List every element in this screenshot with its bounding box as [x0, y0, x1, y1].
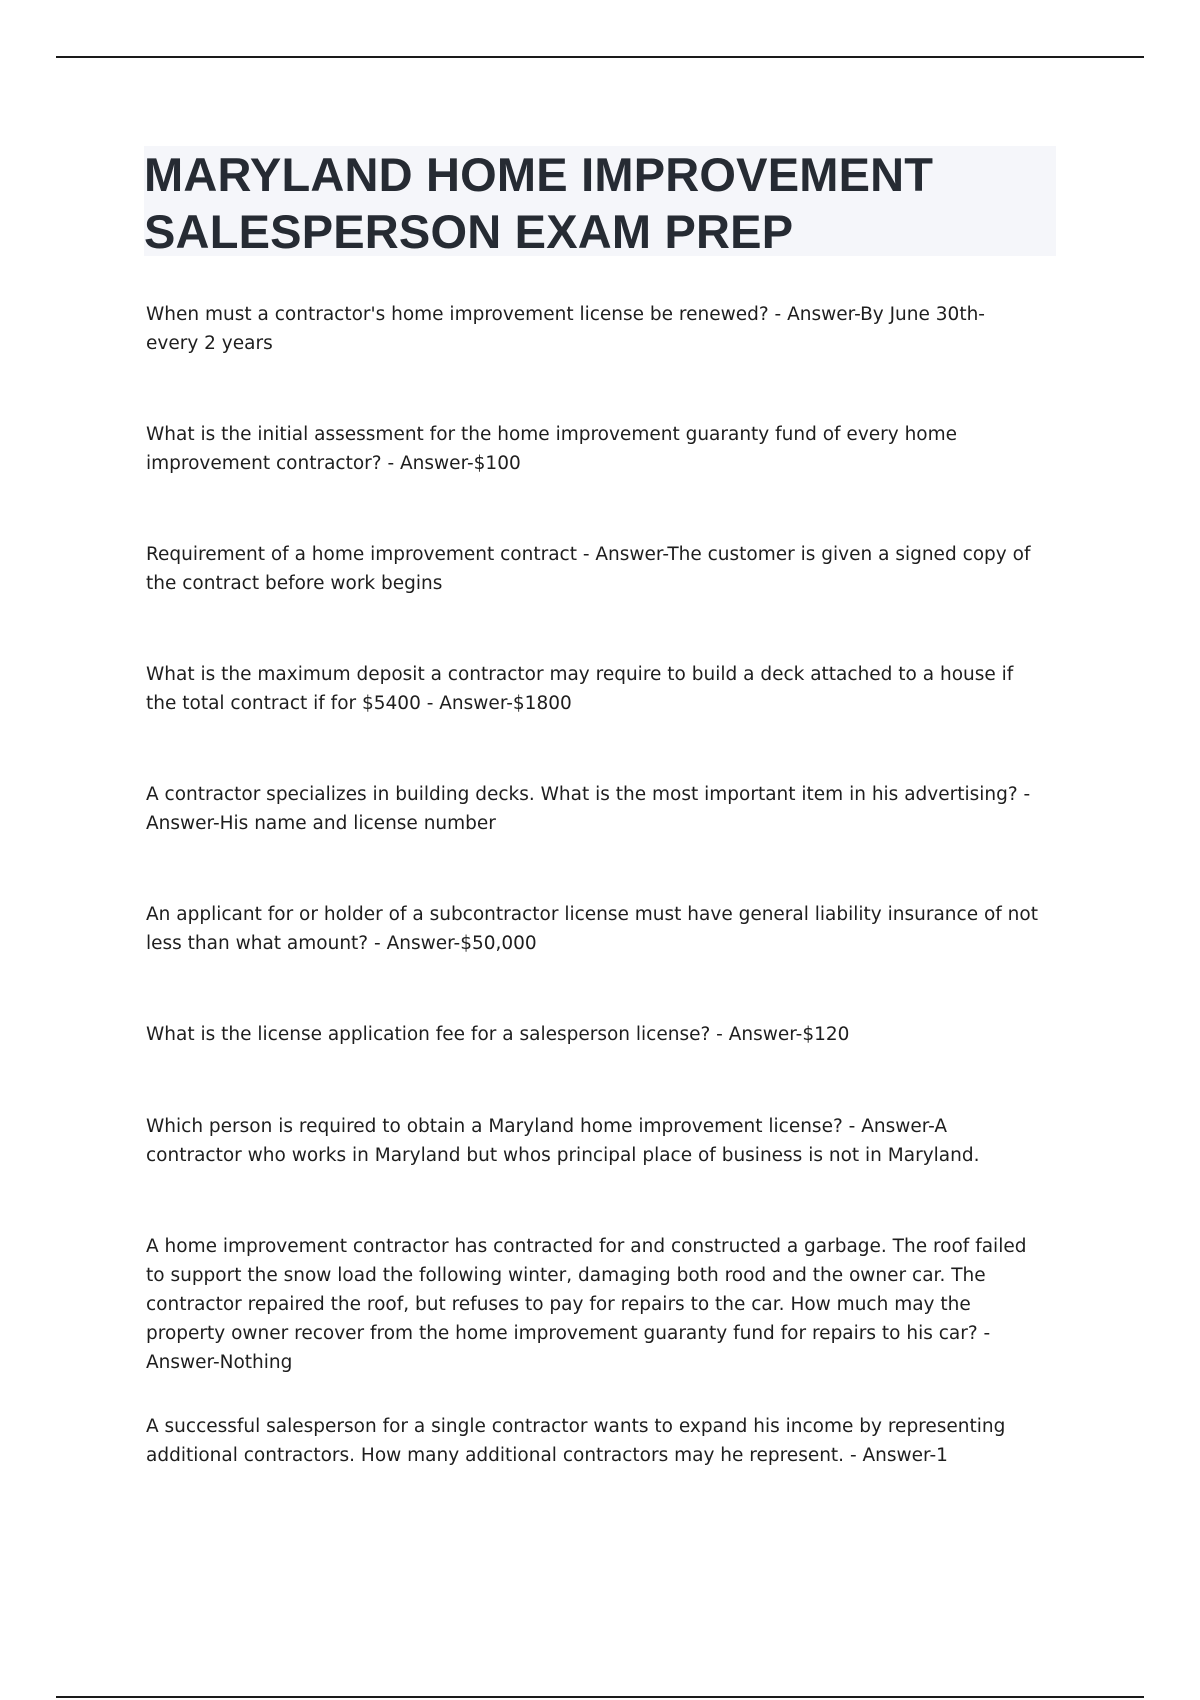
qa-item: Which person is required to obtain a Maryland home improvement license? - Answer-A contractor who works in Maryland but whos principal place of business is not in Maryland.: [146, 1116, 980, 1166]
qa-item: A successful salesperson for a single contractor wants to expand his income by representing additional contractors. How many additional contractors may he represent. - Answer-1: [146, 1416, 1006, 1466]
bottom-divider: [56, 1696, 1144, 1698]
qa-item: Requirement of a home improvement contract - Answer-The customer is given a signed copy of the contract before work begins: [146, 544, 1031, 594]
qa-item: An applicant for or holder of a subcontractor license must have general liability insurance of not less than what amount? - Answer-$50,000: [146, 904, 1038, 954]
top-divider: [56, 56, 1144, 58]
qa-item: What is the license application fee for a salesperson license? - Answer-$120: [146, 1024, 850, 1045]
title-line-1: MARYLAND HOME IMPROVEMENT: [144, 148, 934, 201]
title-block: [144, 146, 1056, 256]
qa-item: What is the maximum deposit a contractor may require to build a deck attached to a house if the total contract if for $5400 - Answer-$1800: [146, 664, 1014, 714]
title-line-2: SALESPERSON EXAM PREP: [144, 205, 794, 258]
qa-item: When must a contractor's home improvement license be renewed? - Answer-By June 30th- every 2 years: [146, 304, 985, 354]
document-title: [144, 146, 1056, 260]
qa-item: A contractor specializes in building decks. What is the most important item in his advertising? - Answer-His name and license number: [146, 784, 1031, 834]
qa-item: A home improvement contractor has contracted for and constructed a garbage. The roof failed to support the snow load the following winter, damaging both rood and the owner car. The contractor repaired the roof, but refuses to pay for repairs to the car. How much may the property owner recover from the home improvement guaranty fund for repairs to his car? - Answer-Nothing: [146, 1236, 1027, 1373]
qa-item: What is the initial assessment for the home improvement guaranty fund of every home improvement contractor? - Answer-$100: [146, 424, 958, 474]
